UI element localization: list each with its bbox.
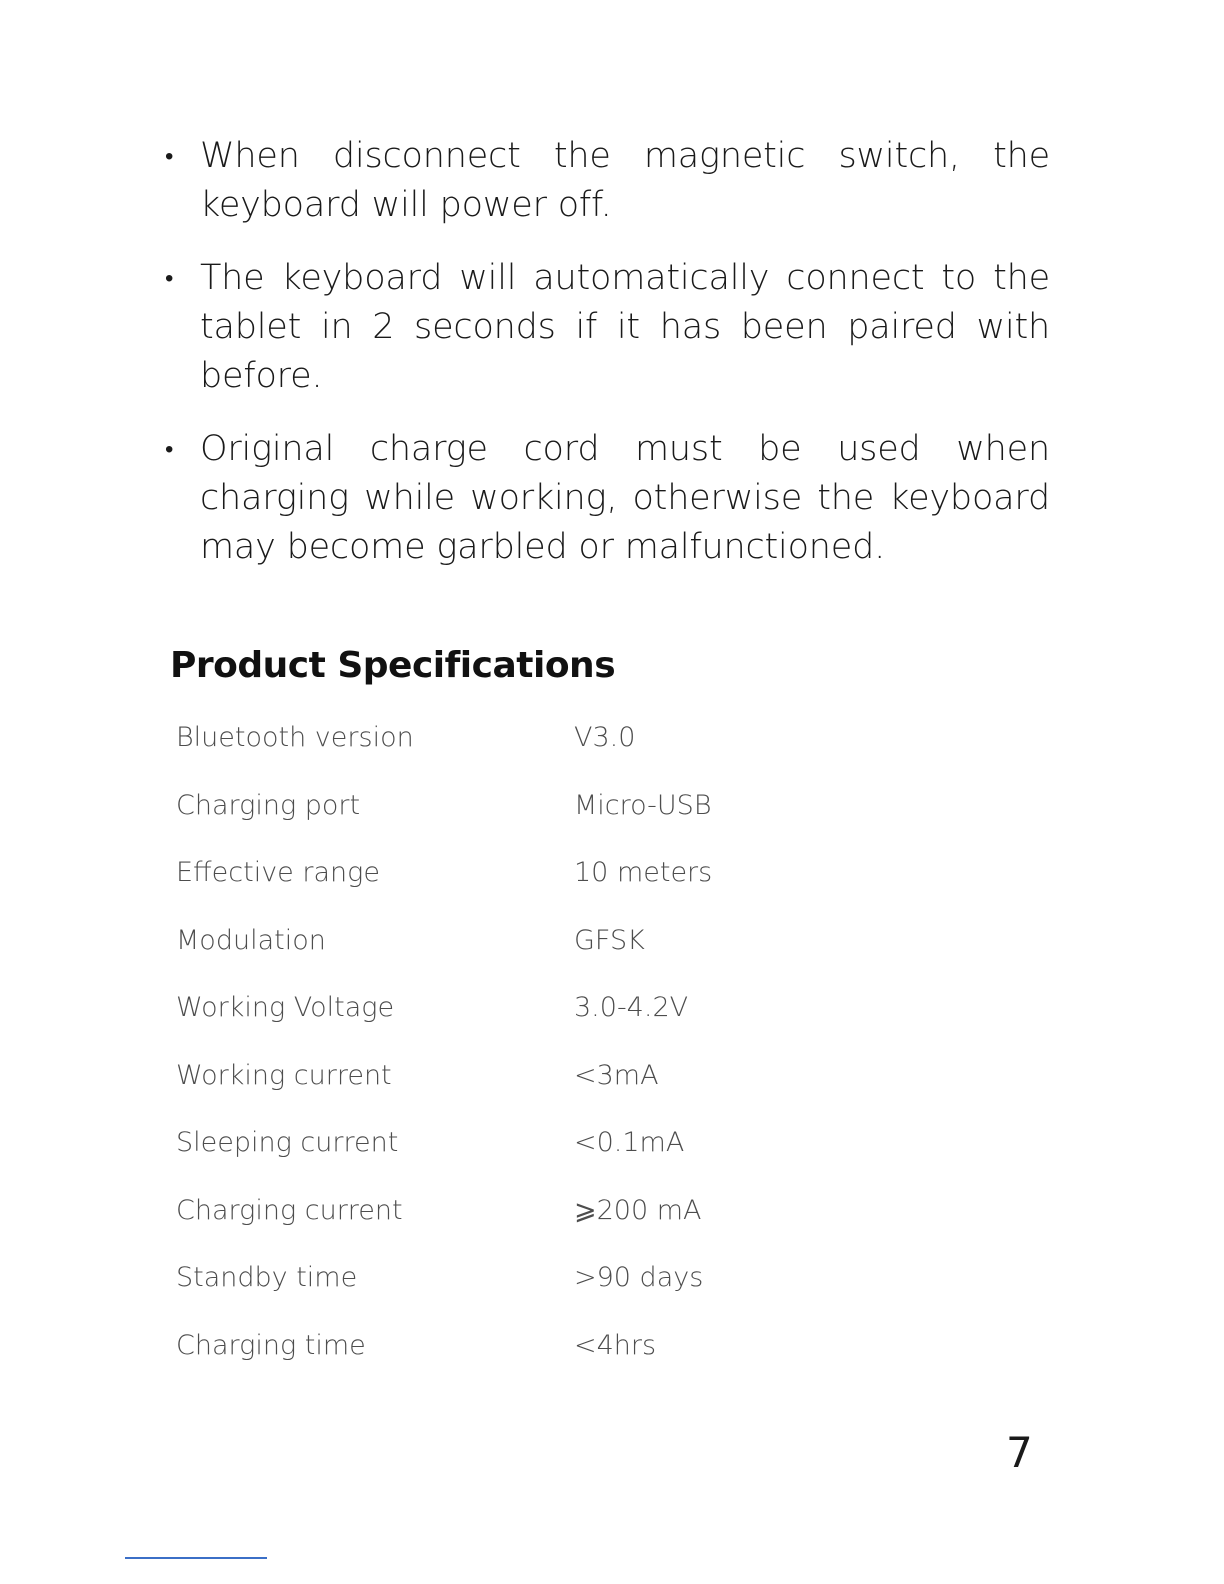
spec-label: Working Voltage [176,992,395,1024]
spec-value: 10 meters [574,857,713,889]
spec-label: Charging time [176,1329,366,1361]
spec-table [176,704,876,1379]
spec-value: V3.0 [574,722,636,754]
spec-label: Effective range [176,857,380,889]
bullet-icon: • [165,264,174,292]
spec-label: Modulation [176,924,326,956]
spec-value: ⩾200 mA [574,1194,702,1226]
spec-label: Charging port [176,789,361,821]
spec-value: GFSK [574,924,645,956]
spec-value: >90 days [574,1262,704,1294]
spec-label: Sleeping current [176,1127,399,1159]
spec-label: Working current [176,1059,392,1091]
spec-label: Standby time [176,1262,358,1294]
notes-list [160,132,1050,596]
note-text: The keyboard will automatically connect to the tablet in 2 seconds if it has been paired with before. [200,258,1050,396]
bullet-icon: • [165,142,174,170]
spec-row [176,772,876,840]
footer-divider [125,1557,267,1559]
spec-value: <0.1mA [574,1127,685,1159]
spec-row [176,974,876,1042]
spec-value: Micro-USB [574,789,712,821]
spec-label: Charging current [176,1194,403,1226]
spec-row [176,839,876,907]
note-item [160,425,1050,572]
spec-row [176,1042,876,1110]
spec-row [176,1312,876,1380]
spec-row [176,1244,876,1312]
bullet-icon: • [165,435,174,463]
spec-row [176,1109,876,1177]
spec-title: Product Specifications [170,645,616,686]
spec-value: <3mA [574,1059,659,1091]
note-text: Original charge cord must be used when charging while working, otherwise the keyboard may become garbled or malfunctioned. [200,429,1050,567]
spec-value: 3.0-4.2V [574,992,689,1024]
note-item [160,132,1050,230]
spec-label: Bluetooth version [176,722,414,754]
note-item [160,254,1050,401]
note-text: When disconnect the magnetic switch, the keyboard will power off. [200,136,1050,225]
spec-row [176,704,876,772]
page-number: 7 [1006,1428,1033,1477]
spec-row [176,907,876,975]
spec-value: <4hrs [574,1329,657,1361]
spec-row [176,1177,876,1245]
